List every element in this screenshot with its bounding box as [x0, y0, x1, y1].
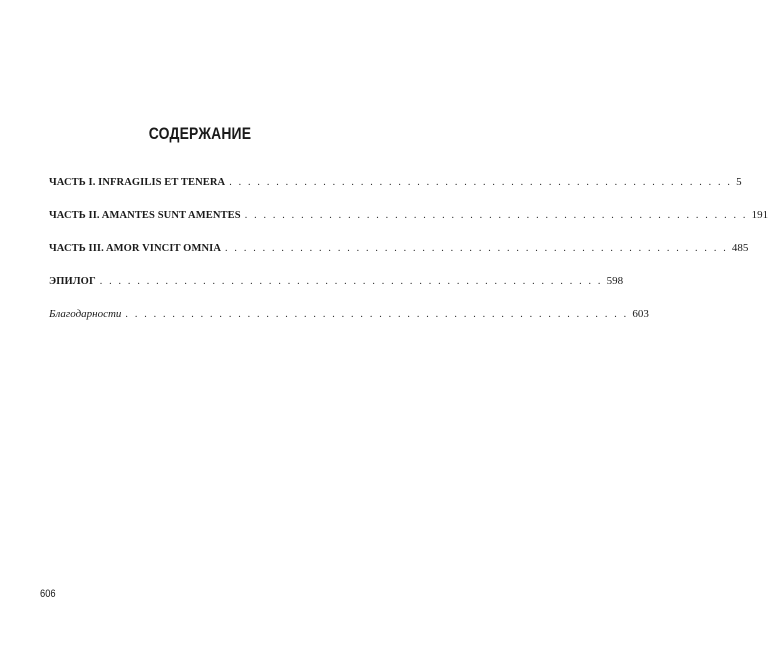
toc-entry: [49, 306, 649, 322]
toc-entry: [49, 240, 749, 256]
toc-entry: [49, 174, 742, 190]
toc-entry-page: 598: [606, 275, 624, 287]
toc-entry-label: ЭПИЛОГ: [49, 276, 96, 287]
page-number: 606: [40, 588, 56, 600]
toc-entry-page: 5: [736, 176, 742, 188]
toc-entry-page: 603: [632, 308, 649, 320]
toc-entry-label: ЧАСТЬ I. INFRAGILIS ET TENERA: [49, 177, 226, 188]
toc-entry: [49, 273, 624, 289]
toc-dot-leader: . . . . . . . . . . . . . . . . . . . . . . . . . . . . . . . . . . . . . . . . . . . . . . . . . . . . . .: [244, 210, 748, 221]
page-title: СОДЕРЖАНИЕ: [148, 124, 252, 143]
toc-dot-leader: . . . . . . . . . . . . . . . . . . . . . . . . . . . . . . . . . . . . . . . . . . . . . . . . . . . . . .: [225, 243, 728, 254]
toc-dot-leader: . . . . . . . . . . . . . . . . . . . . . . . . . . . . . . . . . . . . . . . . . . . . . . . . . . . . . .: [125, 309, 629, 320]
toc-dot-leader: . . . . . . . . . . . . . . . . . . . . . . . . . . . . . . . . . . . . . . . . . . . . . . . . . . . . . .: [99, 276, 603, 287]
table-of-contents: [49, 174, 768, 339]
toc-entry-page: 485: [731, 242, 749, 254]
toc-dot-leader: . . . . . . . . . . . . . . . . . . . . . . . . . . . . . . . . . . . . . . . . . . . . . . . . . . . . . .: [229, 177, 733, 188]
toc-entry: [49, 207, 768, 223]
toc-entry-label: Благодарности: [49, 308, 122, 320]
toc-entry-label: ЧАСТЬ II. AMANTES SUNT AMENTES: [49, 210, 241, 221]
toc-entry-page: 191: [751, 209, 768, 221]
toc-entry-label: ЧАСТЬ III. AMOR VINCIT OMNIA: [49, 243, 222, 254]
